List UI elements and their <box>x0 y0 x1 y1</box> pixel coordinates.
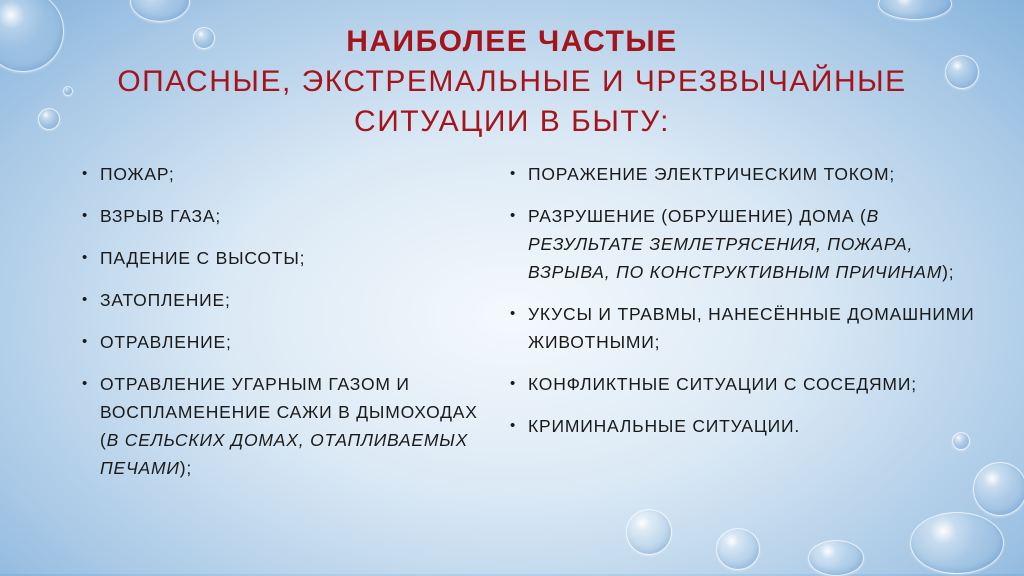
list-item-text: ПОЖАР; <box>100 164 175 184</box>
bullet-icon: • <box>510 207 517 224</box>
list-item-text: ЗАТОПЛЕНИЕ; <box>100 290 231 310</box>
droplet-decoration <box>716 528 760 570</box>
bullet-icon: • <box>510 375 517 392</box>
list-item <box>510 412 990 440</box>
list-item-text: ОТРАВЛЕНИЕ УГАРНЫМ ГАЗОМ И ВОСПЛАМЕНЕНИЕ САЖИ В ДЫМОХОДАХ ( <box>100 374 478 450</box>
droplet-decoration <box>910 512 1004 574</box>
droplet-decoration <box>626 509 672 555</box>
list-item-end: ); <box>179 458 193 478</box>
left-bullet-list <box>82 160 482 496</box>
title-line-2: ОПАСНЫЕ, ЭКСТРЕМАЛЬНЫЕ И ЧРЕЗВЫЧАЙНЫЕ <box>117 65 907 98</box>
bullet-icon: • <box>82 207 89 224</box>
list-item-end: ); <box>942 262 955 282</box>
list-item <box>510 202 990 286</box>
list-item-text: ПАДЕНИЕ С ВЫСОТЫ; <box>100 248 306 268</box>
bullet-icon: • <box>510 165 517 182</box>
bullet-icon: • <box>82 249 89 266</box>
droplet-decoration <box>878 0 952 20</box>
list-item-text: ПОРАЖЕНИЕ ЭЛЕКТРИЧЕСКИМ ТОКОМ; <box>528 164 895 184</box>
list-item-text: РАЗРУШЕНИЕ (ОБРУШЕНИЕ) ДОМА ( <box>528 206 867 226</box>
bullet-icon: • <box>510 417 517 434</box>
list-item <box>82 160 482 188</box>
droplet-decoration <box>130 0 190 22</box>
droplet-decoration <box>973 462 1024 516</box>
title-line-3: СИТУАЦИИ В БЫТУ: <box>354 105 670 138</box>
bullet-icon: • <box>82 291 89 308</box>
list-item <box>82 202 482 230</box>
list-item <box>510 370 990 398</box>
list-item <box>82 328 482 356</box>
title-line-1: НАИБОЛЕЕ ЧАСТЫЕ <box>346 25 678 58</box>
bullet-icon: • <box>510 305 517 322</box>
list-item <box>82 370 482 482</box>
slide-title <box>0 22 1024 142</box>
list-item <box>82 286 482 314</box>
droplet-decoration <box>808 540 864 576</box>
list-item-text: ВЗРЫВ ГАЗА; <box>100 206 222 226</box>
list-item <box>82 244 482 272</box>
list-item <box>510 160 990 188</box>
list-item-italic-text: В СЕЛЬСКИХ ДОМАХ, ОТАПЛИВАЕМЫХ ПЕЧАМИ <box>100 430 469 478</box>
bullet-icon: • <box>82 375 89 392</box>
list-item-text: КОНФЛИКТНЫЕ СИТУАЦИИ С СОСЕДЯМИ; <box>528 374 917 394</box>
list-item-italic-text: В РЕЗУЛЬТАТЕ ЗЕМЛЕТРЯСЕНИЯ, ПОЖАРА, ВЗРЫВА, ПО КОНСТРУКТИВНЫМ ПРИЧИНАМ <box>528 206 943 282</box>
list-item <box>510 300 990 356</box>
bullet-icon: • <box>82 333 89 350</box>
list-item-text: ОТРАВЛЕНИЕ; <box>100 332 232 352</box>
list-item-text: КРИМИНАЛЬНЫЕ СИТУАЦИИ. <box>528 416 801 436</box>
bullet-icon: • <box>82 165 89 182</box>
right-bullet-list <box>510 160 990 454</box>
list-item-text: УКУСЫ И ТРАВМЫ, НАНЕСЁННЫЕ ДОМАШНИМИ ЖИВОТНЫМИ; <box>528 304 975 352</box>
